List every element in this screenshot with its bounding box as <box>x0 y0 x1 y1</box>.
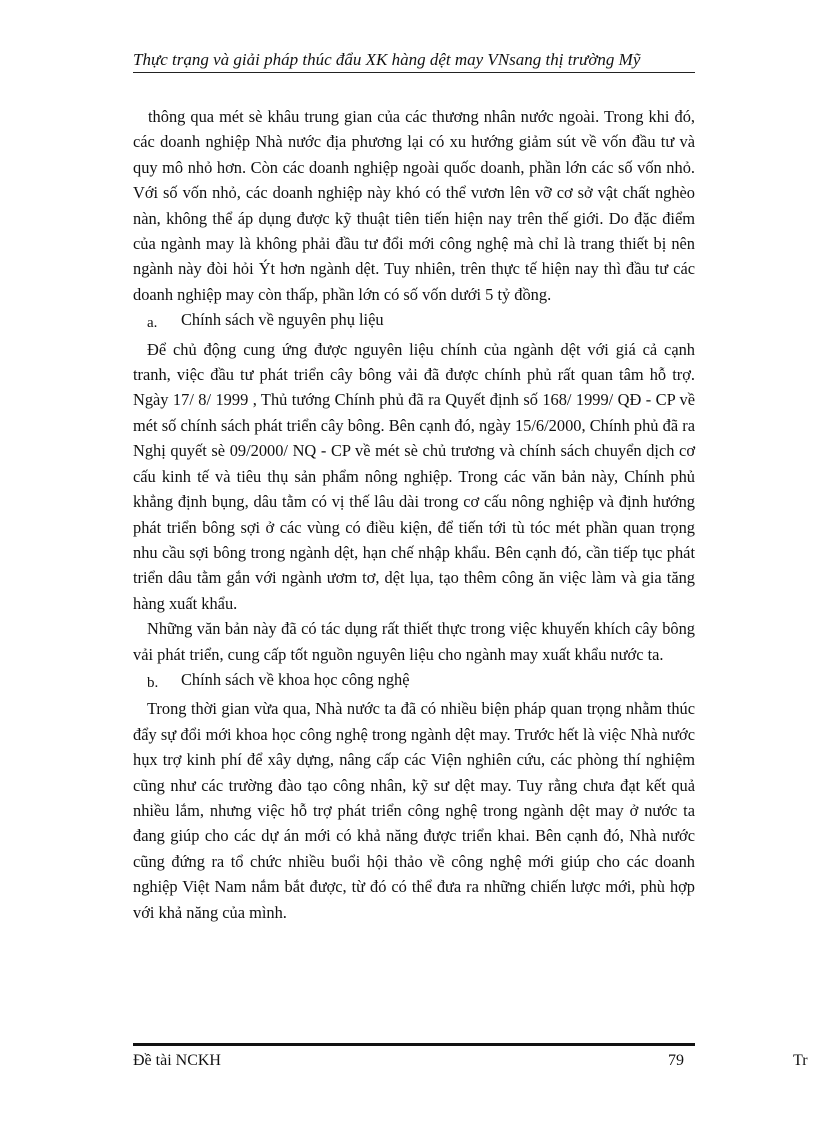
footer-clipped-text: Tr <box>793 1052 808 1069</box>
section-heading-a <box>133 307 695 336</box>
paragraph-3: Những văn bản này đã có tác dụng rất thiết thực trong việc khuyến khích cây bông vải phát triển, cung cấp tốt nguồn nguyên liệu cho ngành may xuất khẩu nước ta. <box>133 619 695 664</box>
header-divider <box>133 72 695 73</box>
paragraph-1: thông qua mét sè khâu trung gian của các thương nhân nước ngoài. Trong khi đó, các doanh nghiệp Nhà nước địa phương lại có xu hướng giảm sút về vốn đầu tư và quy mô nhỏ hơn. Còn các doanh nghiệp ngoài quốc doanh, phần lớn các số vốn nhỏ. Với số vốn nhỏ, các doanh nghiệp này khó có thể vươn lên vỡ cơ sở vật chất nghèo nàn, không thể áp dụng được kỹ thuật tiên tiến hiện nay trên thế giới. Do đặc điểm của ngành may là không phải đầu tư đổi mới công nghệ mà chỉ là trang thiết bị nên ngành này đòi hỏi Ýt hơn ngành dệt. Tuy nhiên, trên thực tế hiện nay thì đầu tư các doanh nghiệp may còn thấp, phần lớn có số vốn dưới 5 tỷ đồng. <box>133 107 695 304</box>
section-a-title: Chính sách về nguyên phụ liệu <box>181 310 384 330</box>
section-a-label: a. <box>147 315 158 332</box>
section-heading-b <box>133 667 695 696</box>
document-body <box>133 104 695 925</box>
footer-divider <box>133 1043 695 1046</box>
footer-label: Đề tài NCKH <box>133 1052 221 1069</box>
page-number: 79 <box>668 1052 684 1069</box>
paragraph-2: Để chủ động cung ứng được nguyên liệu chính của ngành dệt với giá cả cạnh tranh, việc đầu tư phát triển cây bông vải đã được chính phủ rất quan tâm hỗ trợ. Ngày 17/ 8/ 1999 , Thủ tướng Chính phủ đã ra Quyết định số 168/ 1999/ QĐ - CP về mét số chính sách phát triển cây bông. Bên cạnh đó, ngày 15/6/2000, Chính phủ đã ra Nghị quyết sè 09/2000/ NQ - CP về mét sè chủ trương và chính sách chuyển dịch cơ cấu kinh tế và tiêu thụ sản phẩm nông nghiệp. Trong các văn bản này, Chính phủ khẳng định bụng, dâu tằm có vị thế lâu dài trong cơ cấu nông nghiệp và định hướng phát triển bông sợi ở các vùng có điều kiện, để tiến tới tù tóc mét phần quan trọng nhu cầu sợi bông trong ngành dệt, hạn chế nhập khẩu. Bên cạnh đó, cần tiếp tục phát triển dâu tằm gắn với ngành ươm tơ, dệt lụa, tạo thêm công ăn việc làm và gia tăng hàng xuất khẩu. <box>133 339 695 613</box>
paragraph-4: Trong thời gian vừa qua, Nhà nước ta đã có nhiều biện pháp quan trọng nhằm thúc đẩy sự đổi mới khoa học công nghệ trong ngành dệt may. Trước hết là việc Nhà nước hụx trợ kinh phí để xây dựng, nâng cấp các Viện nghiên cứu, các phòng thí nghiệm cũng như các trường đào tạo công nhân, kỹ sư dệt may. Tuy rằng chưa đạt kết quả nhiều lắm, nhưng việc hỗ trợ phát triển công nghệ trong ngành dệt may ở nước ta đang giúp cho các dự án mới có khả năng được triển khai. Bên cạnh đó, Nhà nước cũng đứng ra tổ chức nhiều buổi hội thảo về công nghệ mới giúp cho các doanh nghiệp Việt Nam nắm bắt được, từ đó có thể đưa ra những chiến lược mới, phù hợp với khả năng của mình. <box>133 699 695 922</box>
running-header: Thực trạng và giải pháp thúc đẩu XK hàng dệt may VNsang thị trường Mỹ <box>133 50 641 69</box>
section-b-label: b. <box>147 674 159 691</box>
section-b-title: Chính sách về khoa học công nghệ <box>181 669 410 689</box>
